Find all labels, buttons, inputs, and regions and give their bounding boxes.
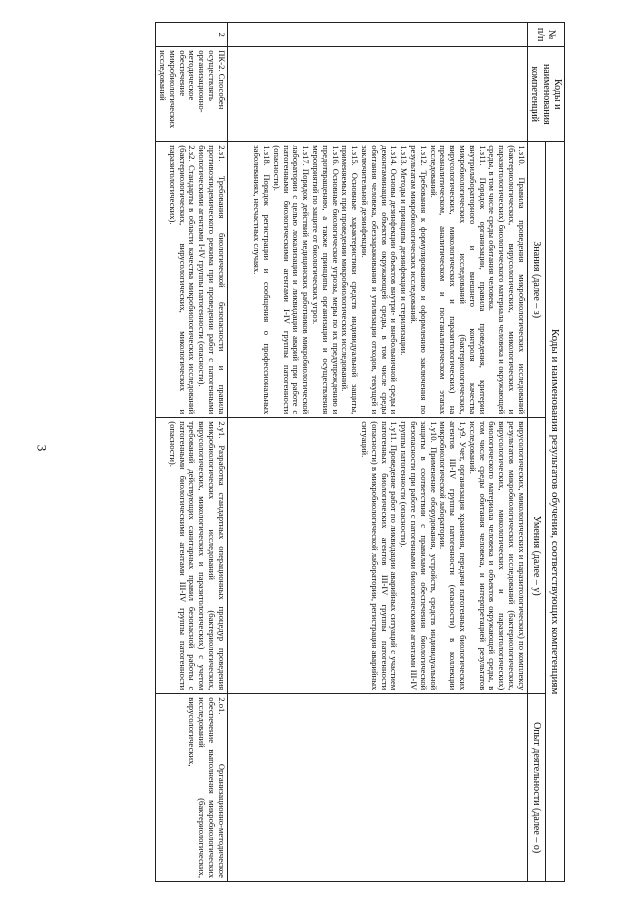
row1-code (227, 47, 527, 142)
row2-num: 2 (156, 23, 228, 47)
result-item: 1.з15. Основные характеристики средств индивидуальной защиты, применяемых при проведении микробиологических исследований. (340, 145, 361, 415)
row2-knowledge (156, 142, 228, 418)
row2-skills (156, 418, 228, 694)
table-subheader-row (527, 23, 545, 882)
result-item: 1.з18. Порядок регистрации и сообщения о профессиональных заболеваниях, несчастных случаях. (252, 145, 273, 415)
row1-num (227, 23, 527, 47)
result-item: 1.з14. Основы дезинфекции объектов внутри- и внебольничной среды и деконтаминации объектов окружающей среды, в том числе среды обитания человека, обеззараживания и утилизации отходов, текущей и заключительной дезинфекции. (360, 145, 400, 415)
header-num: № п/п (527, 23, 564, 47)
result-item: 1.у9. Учет, организация хранения, передачи патогенных биологических агентов III-IV группы патогенности (опасности) в коллекции микробиологической лаборатории. (438, 421, 469, 691)
result-item: 1.з16. Основные биологические угрозы, меры по их предупреждению и предотвращению, а также принципы организации и осуществления мероприятий по защите от биологических угроз. (311, 145, 341, 415)
table-row (227, 23, 527, 882)
result-item: 1.у10. Применение оборудования, устройств, средств индивидуальной защиты в соответствии с правилами обеспечения биологической безопасности при работе с патогенными биологическими агентами III-IV группы патогенности (опасности). (399, 421, 439, 691)
result-item: 1.у11. Проведение работ по ликвидации аварийных ситуаций с участием патогенных биологических агентов III-IV группы патогенности (опасности) в микробиологической лаборатории, регистрация аварийных ситуаций. (360, 421, 400, 691)
result-item: 1.з10. Правила проведения микробиологических исследований (бактериологических, вирусологических, микологических и паразитологических) биологического материала человека и окружающей среды, в том числе среды обитания человека. (487, 145, 527, 415)
row1-knowledge (227, 142, 527, 418)
page-number: 3 (34, 444, 50, 452)
header-skills: Умения (далее – у) (527, 418, 545, 694)
result-item: 2.у1. Разработка стандартных операционных процедур проведения микробиологических исследований (бактериологических, вирусологических, микологических и паразитологических) с учетом требований действующих санитарных правил безопасной работы с патогенными биологическими агентами III-IV группы патогенности (опасности). (167, 421, 227, 691)
table-header-row (545, 23, 564, 882)
table-row (156, 23, 228, 882)
row2-code: ПК-2. Способен осуществлять организационно-методическое обеспечение микробиологических исследований (156, 47, 228, 142)
header-codes: Коды и наименования компетенций (527, 47, 564, 142)
result-item: вирусологических, микологических и паразитологических) по комплексу результатов микробиологических исследований (бактериологических, вирусологических, микологических и паразитологических) биологического материала человека и объектов окружающей среды, в том числе среды обитания человека, и интерпретацией результатов исследований. (467, 421, 527, 691)
result-item: 1.з11. Порядок организации, правила проведения, критерии внутрилабораторного и внешнего контроля качества микробиологических исследований (бактериологических, вирусологических, микологических и паразитологических) на преаналитическом, аналитическом и постаналитическом этапах исследований. (428, 145, 488, 415)
result-item: 2.з1. Требования биологической безопасности и правила противоэпидемического режима при проведении работ с патогенными биологическими агентами I-IV группы патогенности (опасности). (197, 145, 227, 415)
result-item: 1.з12. Требования к формулированию и оформлению заключения по результатам микробиологических исследований. (409, 145, 429, 415)
result-item: 1.з13. Методы и принципы дезинфекции и стерилизации. (399, 145, 410, 356)
competency-table-wrapper (55, 22, 565, 882)
row1-experience (227, 694, 527, 882)
result-item: 2.о1. Организационно-методическое обеспечение выполнения микробиологических исследований (бактериологических, вирусологических, (187, 697, 227, 878)
result-item: 1.з17. Порядок действий медицинских работников микробиологической лаборатории с целью локализации и ликвидации аварий при работе с патогенными биологическими агентами I-IV группы патогенности (опасности). (271, 145, 312, 415)
header-experience: Опыт деятельности (далее – о) (527, 694, 545, 882)
row2-experience (156, 694, 228, 882)
header-knowledge: Знания (далее – з) (527, 142, 545, 418)
row1-skills (227, 418, 527, 694)
header-results: Коды и наименования результатов обучения, соответствующих компетенциям (545, 142, 564, 882)
competency-table (155, 22, 565, 882)
result-item: 2.з2. Стандарты в области качества микробиологических исследований (бактериологических, вирусологических, микологических и паразитологических). (167, 145, 198, 415)
